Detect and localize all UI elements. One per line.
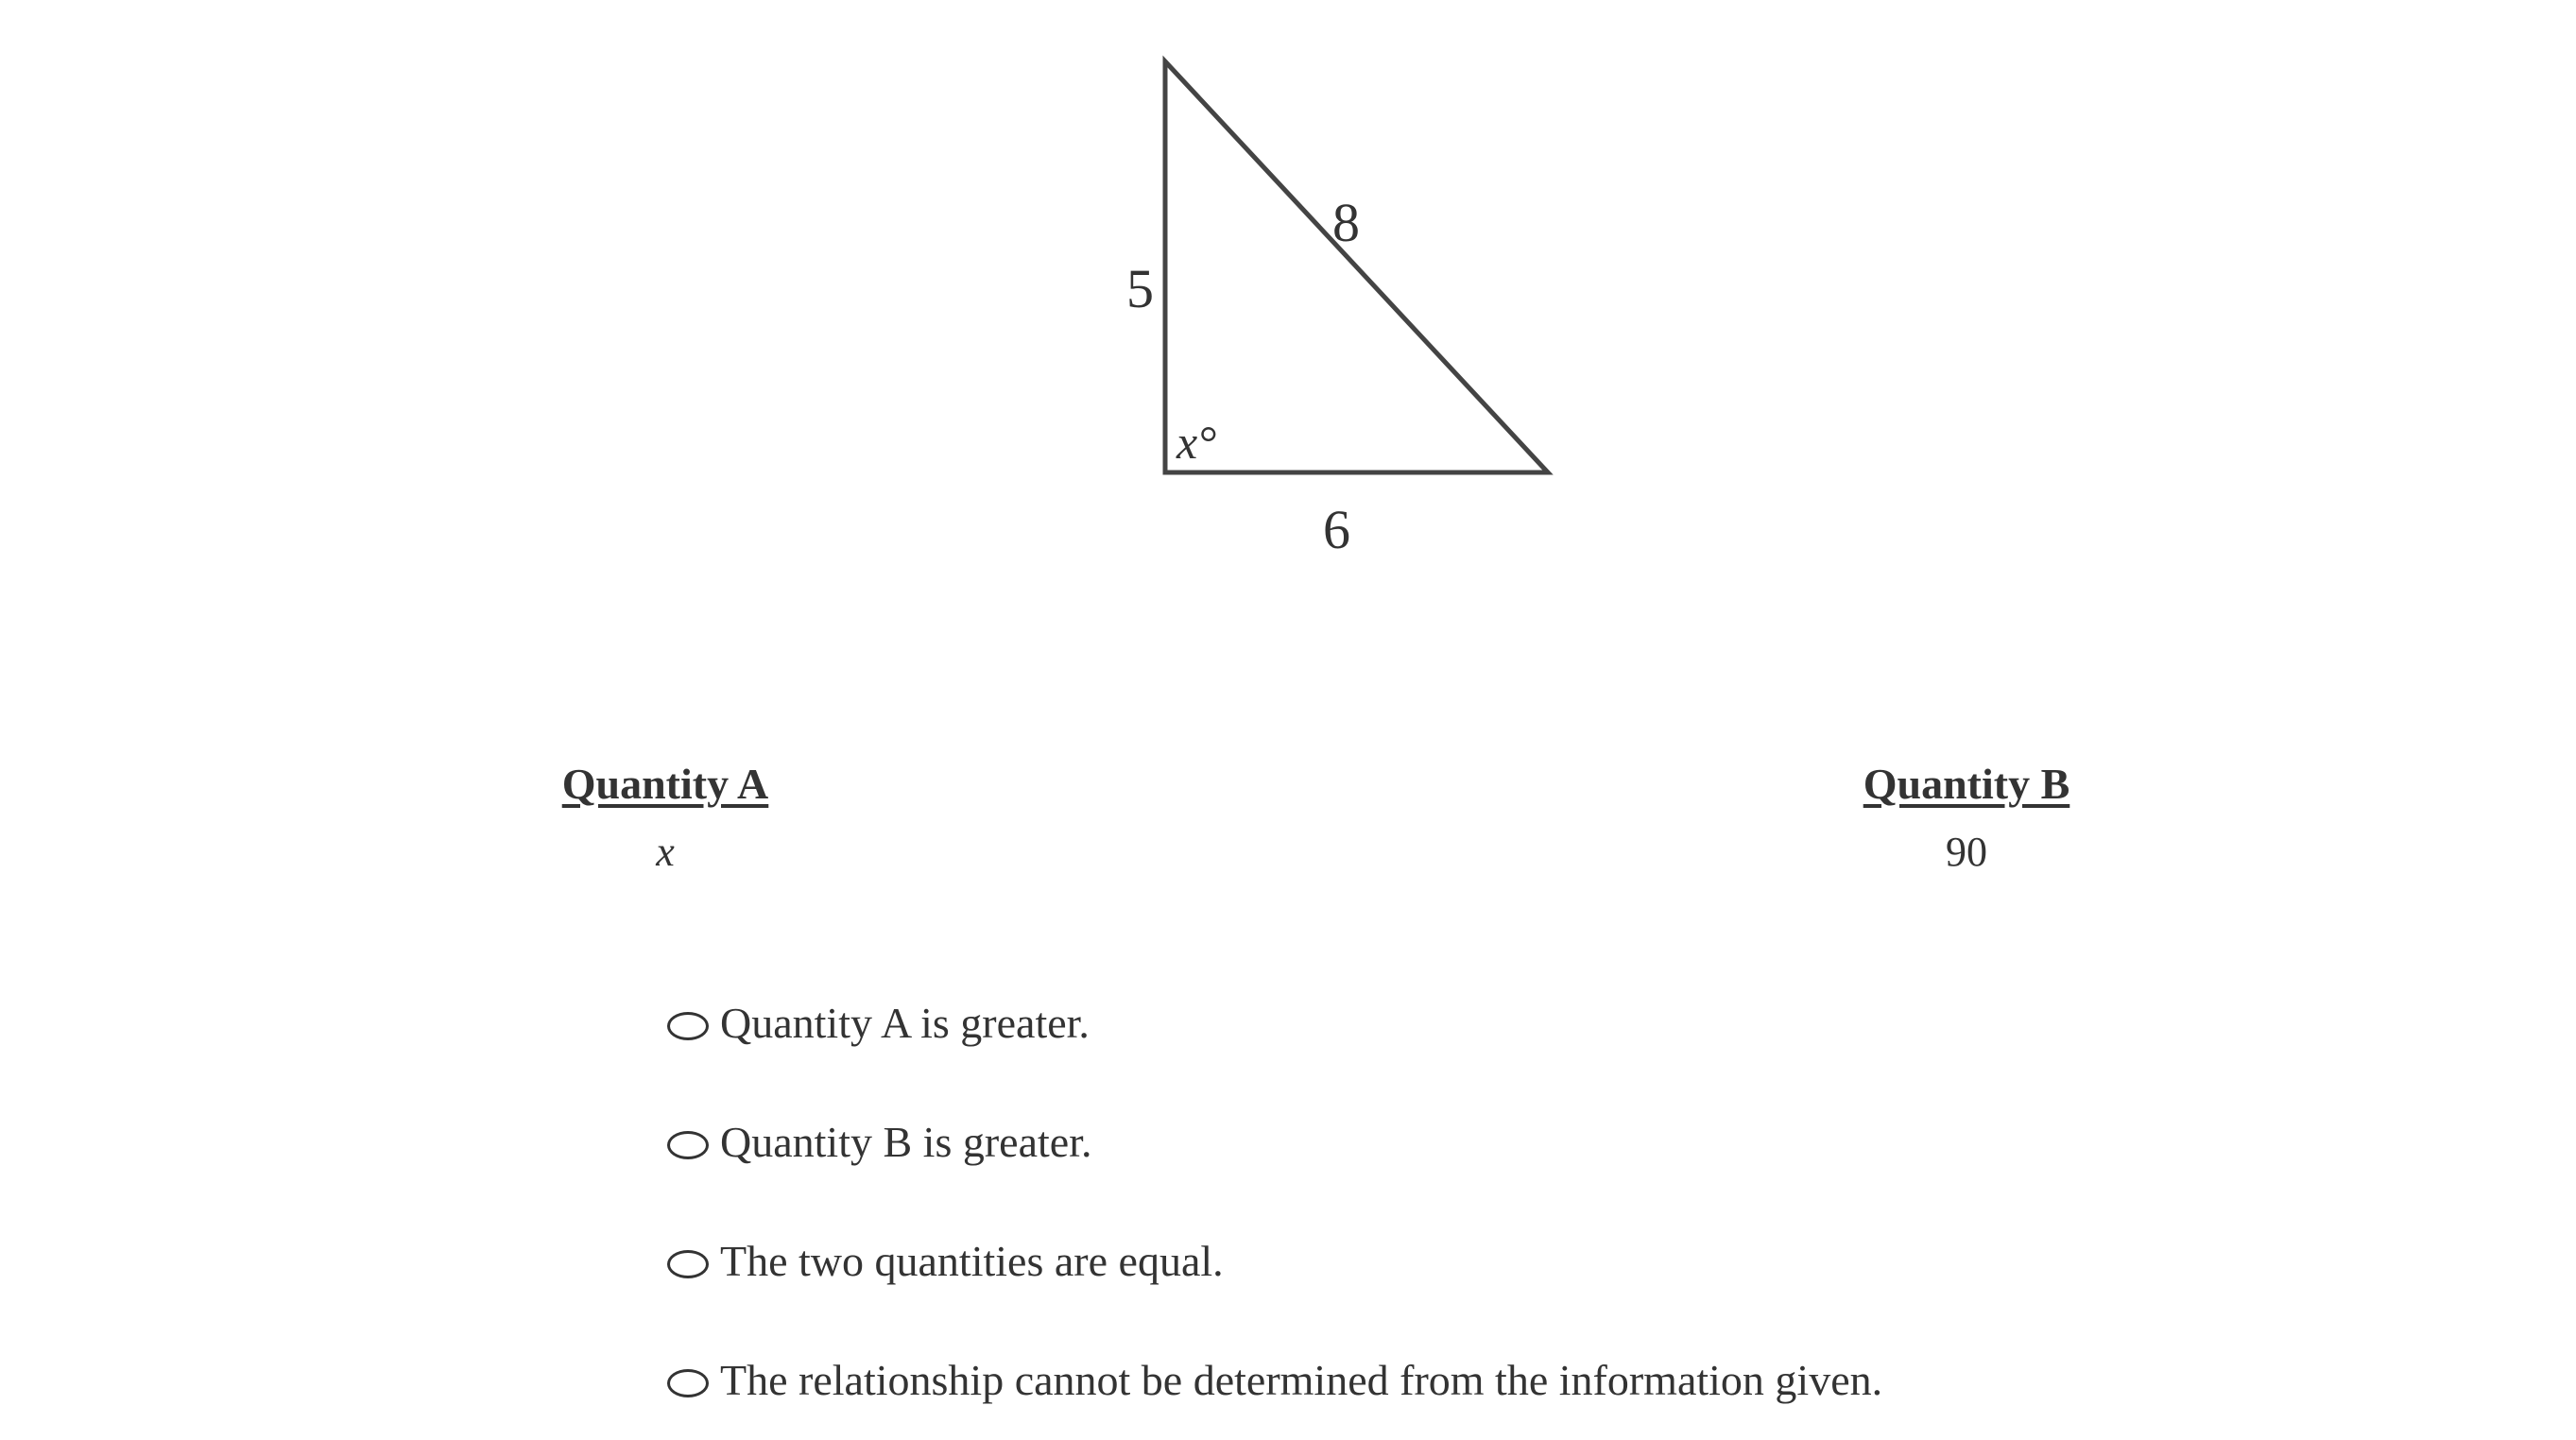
answer-option-a[interactable] — [667, 964, 1882, 1083]
triangle-svg — [1021, 38, 1606, 567]
answer-option-d[interactable] — [667, 1321, 1882, 1440]
angle-label: x° — [1176, 416, 1217, 469]
quantity-a-header: Quantity A — [561, 760, 769, 808]
option-label: Quantity A is greater. — [720, 999, 1090, 1047]
side-label-hypotenuse: 8 — [1332, 192, 1360, 253]
answer-options — [667, 964, 1882, 1440]
quantity-a-column — [476, 756, 854, 881]
quantity-b-column — [1777, 756, 2155, 881]
answer-option-c[interactable] — [667, 1202, 1882, 1321]
side-label-left: 5 — [1126, 258, 1154, 319]
side-label-bottom: 6 — [1323, 499, 1350, 560]
radio-button[interactable] — [667, 1250, 709, 1278]
option-label: The two quantities are equal. — [720, 1237, 1224, 1285]
quantity-b-header: Quantity B — [1863, 760, 2070, 808]
option-label: Quantity B is greater. — [720, 1118, 1092, 1166]
radio-button[interactable] — [667, 1012, 709, 1040]
option-label: The relationship cannot be determined from the information given. — [720, 1356, 1883, 1404]
radio-button[interactable] — [667, 1369, 709, 1397]
triangle-shape — [1165, 61, 1548, 472]
quantity-b-value: 90 — [1946, 829, 1987, 875]
triangle-figure — [1021, 38, 1606, 567]
quantity-a-value: x — [656, 829, 675, 875]
radio-button[interactable] — [667, 1131, 709, 1159]
answer-option-b[interactable] — [667, 1083, 1882, 1202]
